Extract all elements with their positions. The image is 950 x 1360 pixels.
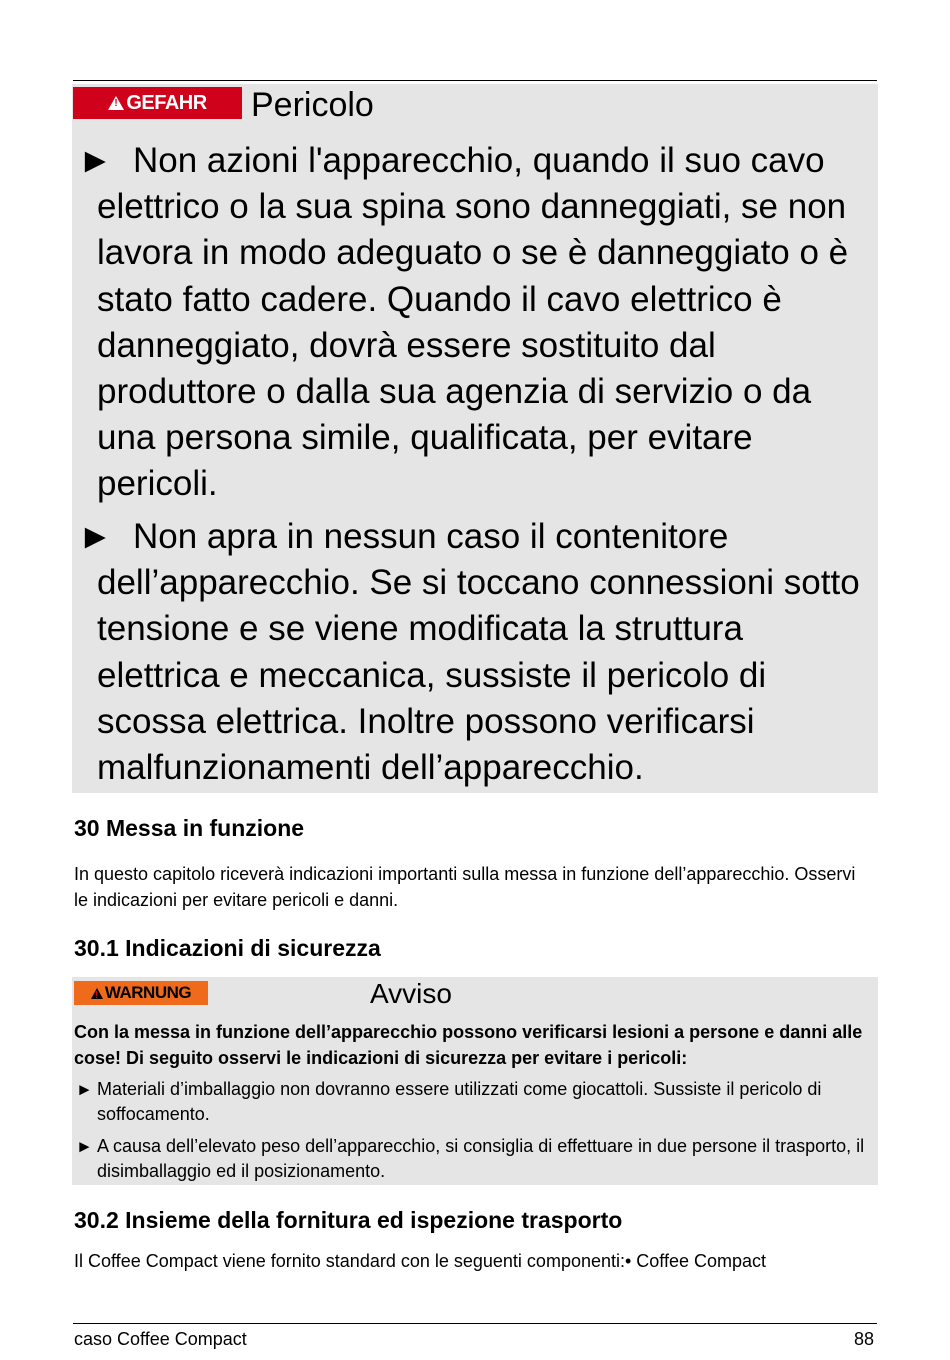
- section-heading-30-2: 30.2 Insieme della fornitura ed ispezione trasporto: [74, 1207, 623, 1233]
- bullet-icon: ►: [78, 141, 113, 180]
- footer-rule: [73, 1323, 877, 1324]
- bullet-icon: ►: [78, 517, 113, 556]
- page-number: 88: [853, 1329, 874, 1349]
- danger-badge-label: GEFAHR: [126, 91, 207, 114]
- warning-title: Avviso: [370, 978, 452, 1009]
- warning-bullet-2: A causa dell’elevato peso dell’apparecchio, si consiglia di effettuare in due persone il trasporto, il disimballaggio ed il posizionamento.: [97, 1136, 865, 1181]
- section-30-paragraph: In questo capitolo riceverà indicazioni importanti sulla messa in funzione dell’apparecchio. Osservi le indicazioni per evitare pericoli e danni.: [74, 864, 856, 910]
- danger-title: Pericolo: [251, 86, 374, 124]
- danger-bullet-2: Non apra in nessun caso il contenitore dell’apparecchio. Se si toccano connessioni sotto tensione e se viene modificata la struttura elettrica e meccanica, sussiste il pericolo di scossa elettrica. Inoltre possono verificarsi malfunzionamenti dell’apparecchio.: [97, 517, 860, 788]
- top-rule: [73, 80, 877, 81]
- danger-bullet-1: Non azioni l'apparecchio, quando il suo cavo elettrico o la sua spina sono danneggiati, se non lavora in modo adeguato o se è danneggiato o è stato fatto cadere. Quando il cavo elettrico è danneggiato, dovrà essere sostituito dal produttore o dalla sua agenzia di servizio o da una persona simile, qualificata, per evitare pericoli.: [97, 141, 849, 504]
- section-heading-30: 30 Messa in funzione: [74, 815, 305, 841]
- bullet-icon: ►: [76, 1080, 93, 1099]
- danger-badge: [73, 87, 242, 119]
- warning-bullet-1: Materiali d’imballaggio non dovranno essere utilizzati come giocattoli. Sussiste il pericolo di soffocamento.: [97, 1079, 822, 1124]
- warning-intro: Con la messa in funzione dell’apparecchio possono verificarsi lesioni a persone e danni alle cose! Di seguito osservi le indicazioni di sicurezza per evitare i pericoli:: [74, 1022, 863, 1068]
- footer-title: caso Coffee Compact: [74, 1329, 247, 1349]
- warning-badge: [74, 981, 208, 1005]
- warning-triangle-icon: [91, 988, 103, 999]
- warning-badge-label: WARNUNG: [104, 983, 192, 1002]
- section-30-2-paragraph: Il Coffee Compact viene fornito standard con le seguenti componenti:• Coffee Compact: [74, 1251, 767, 1271]
- bullet-icon: ►: [76, 1137, 93, 1156]
- section-heading-30-1: 30.1 Indicazioni di sicurezza: [74, 935, 381, 961]
- warning-triangle-icon: [108, 96, 124, 110]
